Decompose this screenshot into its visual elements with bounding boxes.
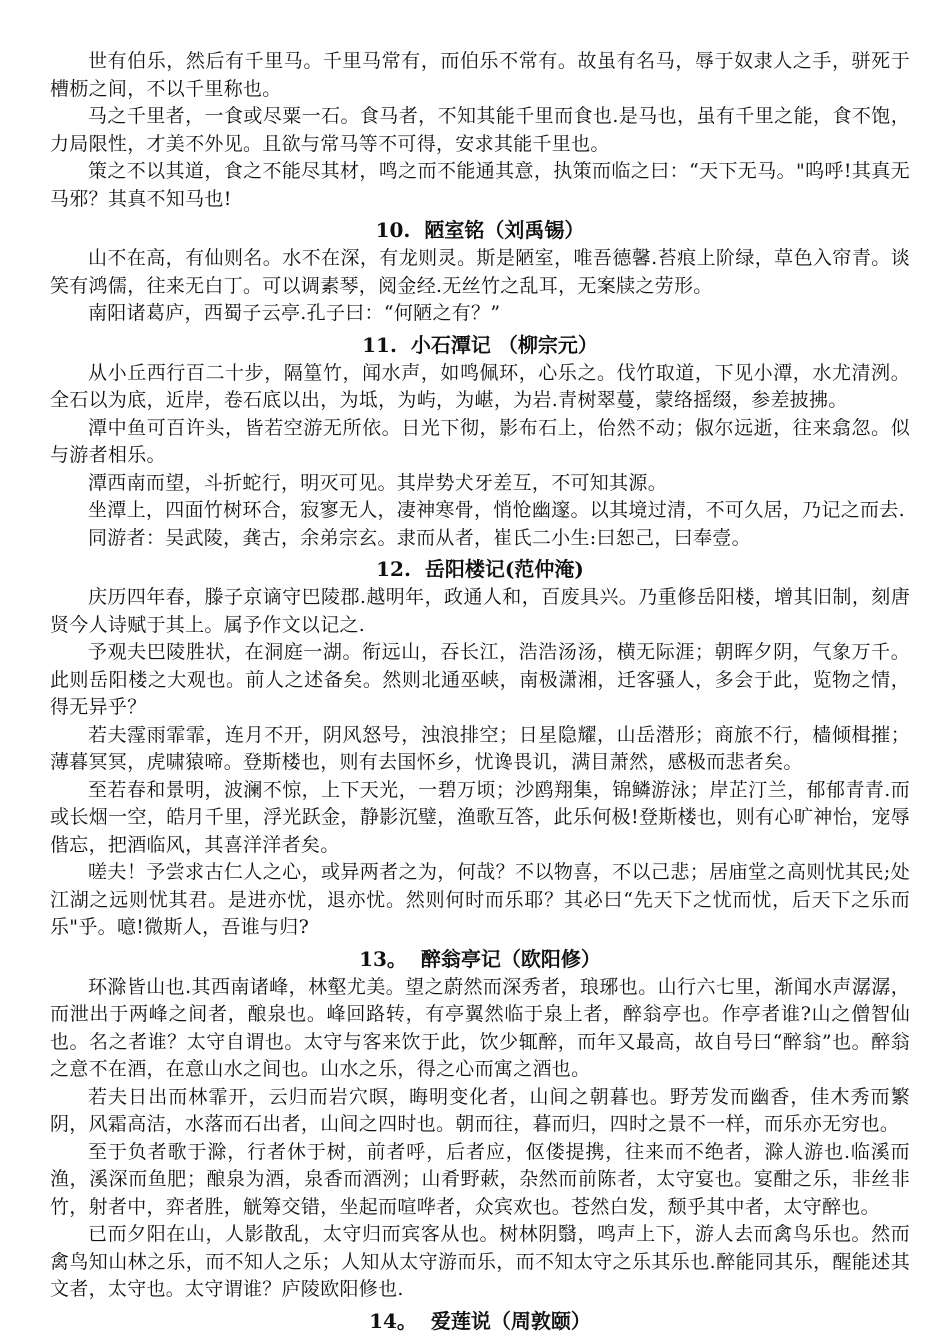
paragraph: 若夫霪雨霏霏，连月不开，阴风怒号，浊浪排空；日星隐耀，山岳潜形；商旅不行，樯倾楫摧；薄暮冥冥，虎啸猿啼。登斯楼也，则有去国怀乡，忧谗畏讥，满目萧然，感极而悲者矣。 xyxy=(50,723,910,773)
section-heading xyxy=(50,554,910,584)
section-zui-weng-ting-ji xyxy=(50,944,910,1304)
section-number: 11. xyxy=(362,332,397,357)
section-number: 14。 xyxy=(369,1308,417,1333)
paragraph: 潭中鱼可百许头，皆若空游无所依。日光下彻，影布石上，佁然不动；俶尔远逝，往来翕忽。似与游者相乐。 xyxy=(50,416,910,466)
section-number: 13。 xyxy=(359,946,407,971)
section-ma-shuo xyxy=(50,48,910,213)
section-yue-yang-lou-ji xyxy=(50,554,910,942)
section-title: 陋室铭（刘禹锡） xyxy=(424,218,585,242)
paragraph: 环滁皆山也.其西南诸峰，林壑尤美。望之蔚然而深秀者，琅琊也。山行六七里，渐闻水声潺潺，而泄出于两峰之间者，酿泉也。峰回路转，有亭翼然临于泉上者，醉翁亭也。作亭者谁?山之僧智仙也。名之者谁？太守自谓也。太守与客来饮于此，饮少辄醉，而年又最高，故自号曰“醉翁”也。醉翁之意不在酒，在意山水之间也。山水之乐，得之心而寓之酒也。 xyxy=(50,975,910,1080)
section-number: 10. xyxy=(375,218,411,242)
paragraph: 坐潭上，四面竹树环合，寂寥无人，凄神寒骨，悄怆幽邃。以其境过清，不可久居，乃记之而去. xyxy=(88,499,905,521)
paragraph: 潭西南而望，斗折蛇行，明灭可见。其岸势犬牙差互，不可知其源。 xyxy=(88,471,668,494)
paragraph: 马之千里者，一食或尽粟一石。食马者，不知其能千里而食也.是马也，虽有千里之能，食不饱，力局限性，才美不外见。且欲与常马等不可得，安求其能千里也。 xyxy=(50,105,910,155)
paragraph: 予观夫巴陵胜状，在洞庭一湖。衔远山，吞长江，浩浩汤汤，横无际涯；朝晖夕阴，气象万千。此则岳阳楼之大观也。前人之述备矣。然则北通巫峡，南极潇湘，迁客骚人，多会于此，览物之情，得无异乎？ xyxy=(50,641,910,718)
section-title: 醉翁亭记（欧阳修） xyxy=(420,946,601,971)
section-heading xyxy=(50,215,910,245)
paragraph: 庆历四年春，滕子京谪守巴陵郡.越明年，政通人和，百废具兴。乃重修岳阳楼，增其旧制，刻唐贤今人诗赋于其上。属予作文以记之. xyxy=(50,586,910,636)
paragraph: 策之不以其道，食之不能尽其材，鸣之而不能通其意，执策而临之曰：“天下无马。"呜呼!其真无马邪？其真不知马也! xyxy=(50,160,910,210)
paragraph: 南阳诸葛庐，西蜀子云亭.孔子曰：“何陋之有？” xyxy=(88,302,501,324)
section-heading xyxy=(50,1306,910,1336)
paragraph: 已而夕阳在山，人影散乱，太守归而宾客从也。树林阴翳，鸣声上下，游人去而禽鸟乐也。然而禽鸟知山林之乐，而不知人之乐；人知从太守游而乐，而不知太守之乐其乐也.醉能同其乐，醒能述其文者，太守也。太守谓谁？庐陵欧阳修也. xyxy=(50,1223,910,1300)
section-ai-lian-shuo xyxy=(50,1306,910,1336)
paragraph: 至若春和景明，波澜不惊，上下天光，一碧万顷；沙鸥翔集，锦鳞游泳；岸芷汀兰，郁郁青青.而或长烟一空，皓月千里，浮光跃金，静影沉璧，渔歌互答，此乐何极!登斯楼也，则有心旷神怡，宠辱偕忘，把酒临风，其喜洋洋者矣。 xyxy=(50,778,910,856)
section-title: 小石潭记 （柳宗元） xyxy=(410,332,598,357)
section-number: 12. xyxy=(376,557,411,581)
section-heading xyxy=(50,330,910,360)
paragraph: 至于负者歌于滁，行者休于树，前者呼，后者应，伛偻提携，往来而不绝者，滁人游也.临溪而渔，溪深而鱼肥；酿泉为酒，泉香而酒洌；山肴野蔌，杂然而前陈者，太守宴也。宴酣之乐，非丝非竹，射者中，弈者胜，觥筹交错，坐起而喧哗者，众宾欢也。苍然白发，颓乎其中者，太守醉也。 xyxy=(50,1140,910,1218)
paragraph: 同游者：吴武陵，龚古，余弟宗玄。隶而从者，崔氏二小生:曰恕己，曰奉壹。 xyxy=(88,526,751,549)
section-xiao-shi-tan-ji xyxy=(50,330,910,553)
paragraph: 世有伯乐，然后有千里马。千里马常有，而伯乐不常有。故虽有名马，辱于奴隶人之手，骈死于槽枥之间，不以千里称也。 xyxy=(50,50,910,100)
section-lou-shi-ming xyxy=(50,215,910,328)
section-heading xyxy=(50,944,910,974)
paragraph: 嗟夫！予尝求古仁人之心，或异两者之为，何哉？不以物喜，不以己悲；居庙堂之高则忧其民;处江湖之远则忧其君。是进亦忧，退亦忧。然则何时而乐耶？其必曰“先天下之忧而忧，后天下之乐而乐"乎。噫!微斯人，吾谁与归? xyxy=(50,861,910,938)
section-title: 岳阳楼记(范仲淹) xyxy=(424,557,584,581)
paragraph: 若夫日出而林霏开，云归而岩穴暝，晦明变化者，山间之朝暮也。野芳发而幽香，佳木秀而繁阴，风霜高洁，水落而石出者，山间之四时也。朝而往，暮而归，四时之景不一样，而乐亦无穷也。 xyxy=(50,1085,910,1135)
paragraph: 山不在高，有仙则名。水不在深，有龙则灵。斯是陋室，唯吾德馨.苔痕上阶绿，草色入帘青。谈笑有鸿儒，往来无白丁。可以调素琴，阅金经.无丝竹之乱耳，无案牍之劳形。 xyxy=(50,247,910,297)
section-title: 爱莲说（周敦颐） xyxy=(430,1308,591,1333)
paragraph: 从小丘西行百二十步，隔篁竹，闻水声，如鸣佩环，心乐之。伐竹取道，下见小潭，水尤清洌。全石以为底，近岸，卷石底以出，为坻，为屿，为嵁，为岩.青树翠蔓，蒙络摇缀，参差披拂。 xyxy=(50,361,910,411)
